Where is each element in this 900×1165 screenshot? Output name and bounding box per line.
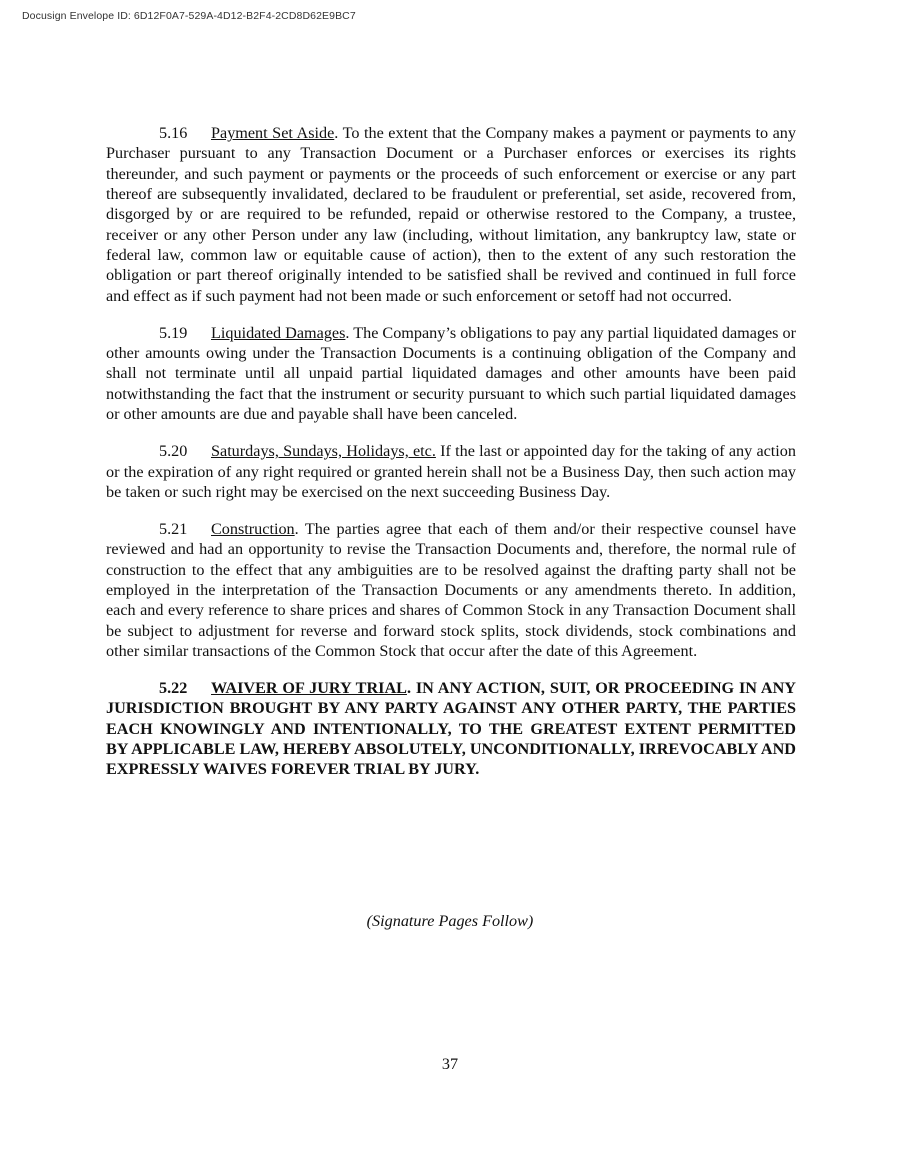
envelope-id: Docusign Envelope ID: 6D12F0A7-529A-4D12-B2F4-2CD8D62E9BC7	[22, 10, 356, 22]
section-5-20	[106, 441, 796, 502]
section-text: If the last or appointed day for the taking of any action or the expiration of any right required or granted herein shall not be a Business Day, then such action may be taken or such right may be exercised on the next succeeding Business Day.	[106, 442, 796, 501]
section-heading: Construction	[211, 519, 295, 538]
section-text: . The Company’s obligations to pay any partial liquidated damages or other amounts owing under the Transaction Documents is a continuing obligation of the Company and shall not terminate until all unpaid partial liquidated damages and other amounts have been paid notwithstanding the fact that the instrument or security pursuant to which such partial liquidated damages or other amounts are due and payable shall have been canceled.	[106, 323, 797, 424]
section-5-22	[106, 678, 796, 780]
document-body	[106, 123, 796, 796]
page-number: 37	[441, 1055, 459, 1073]
section-text: . To the extent that the Company makes a payment or payments to any Purchaser pursuant to any Transaction Document or a Purchaser enforces or exercises its rights thereunder, and such payment or payments or the proceeds of such enforcement or exercise or any part thereof are subsequently invalidated, declared to be fraudulent or preferential, set aside, recovered from, disgorged by or are required to be refunded, repaid or otherwise restored to the Company, a trustee, receiver or any other Person under any law (including, without limitation, any bankruptcy law, state or federal law, common law or equitable cause of action), then to the extent of any such restoration the obligation or part thereof originally intended to be satisfied shall be revived and continued in full force and effect as if such payment had not been made or such enforcement or setoff had not occurred.	[106, 124, 796, 305]
section-5-16	[106, 123, 796, 306]
section-heading: Saturdays, Sundays, Holidays, etc.	[211, 442, 436, 461]
section-text: . IN ANY ACTION, SUIT, OR PROCEEDING IN ANY JURISDICTION BROUGHT BY ANY PARTY AGAINST ANY OTHER PARTY, THE PARTIES EACH KNOWINGLY AND INTENTIONALLY, TO THE GREATEST EXTENT PERMITTED BY APPLICABLE LAW, HEREBY ABSOLUTELY, UNCONDITIONALLY, IRREVOCABLY AND EXPRESSLY WAIVES FOREVER TRIAL BY JURY.	[106, 679, 796, 779]
section-5-19	[106, 323, 796, 425]
section-number: 5.20	[159, 442, 188, 461]
section-number: 5.19	[159, 323, 188, 342]
section-number: 5.22	[159, 679, 188, 697]
section-5-21	[106, 519, 796, 661]
section-text: . The parties agree that each of them and/or their respective counsel have reviewed and had an opportunity to revise the Transaction Documents and, therefore, the normal rule of construction to the effect that any ambiguities are to be resolved against the drafting party shall not be employed in the interpretation of the Transaction Documents or any amendments thereto. In addition, each and every reference to share prices and shares of Common Stock in any Transaction Document shall be subject to adjustment for reverse and forward stock splits, stock dividends, stock combinations and other similar transactions of the Common Stock that occur after the date of this Agreement.	[106, 519, 796, 660]
section-heading: WAIVER OF JURY TRIAL	[211, 679, 407, 697]
section-heading: Liquidated Damages	[211, 323, 346, 342]
signature-pages-note: (Signature Pages Follow)	[366, 912, 534, 930]
section-number: 5.21	[159, 519, 188, 538]
section-number: 5.16	[159, 124, 188, 142]
section-heading: Payment Set Aside	[211, 124, 335, 142]
